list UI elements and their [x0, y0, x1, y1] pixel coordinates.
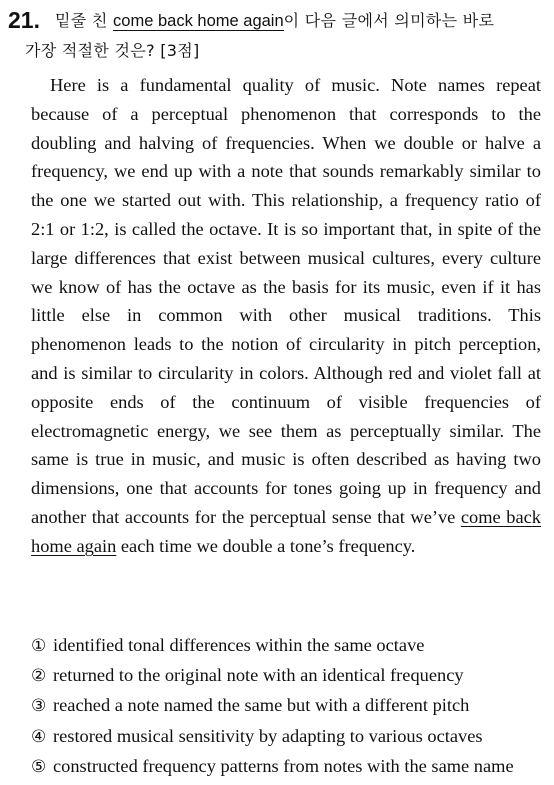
option-3[interactable]	[31, 691, 546, 721]
question-prompt-line2	[25, 36, 200, 65]
question-prompt-line1	[55, 6, 494, 36]
passage-text-part1: Here is a fundamental quality of music. Note names repeat because of a perceptual phenomenon that corresponds to the doubling and halving of frequencies. When we double or halve a frequency, we end up with a note that sounds remarkably similar to the one we started out with. This relationship, a frequency ratio of 2:1 or 1:2, is called the octave. It is so important that, in spite of the large differences that exist between musical cultures, every culture we know of has the octave as the basis for its music, even if it has little else in common with other musical traditions. This phenomenon leads to the notion of circularity in pitch perception, and is similar to circularity in colors. Although red and violet fall at opposite ends of the continuum of visible frequencies of electromagnetic energy, we see them as perceptually similar. The same is true in music, and music is often described as having two dimensions, one that accounts for tones going up in frequency and another that accounts for the perceptual sense that we’ve	[31, 75, 541, 527]
prompt-underlined-phrase: come back home again	[113, 12, 284, 30]
option-4-text: restored musical sensitivity by adapting to various octaves	[53, 725, 483, 746]
option-1-text: identified tonal differences within the same octave	[53, 635, 425, 655]
option-2-mark: ②	[31, 666, 47, 687]
option-5[interactable]	[31, 752, 546, 782]
option-2-text: returned to the original note with an identical frequency	[53, 665, 464, 686]
reading-passage	[31, 71, 541, 561]
prompt-after: 이 다음 글에서 의미하는 바로	[283, 11, 495, 30]
option-3-mark: ③	[31, 696, 47, 717]
passage-underlined-phrase: come back home again	[31, 506, 541, 556]
option-4-mark: ④	[31, 726, 47, 747]
option-2[interactable]	[31, 661, 546, 691]
question-number: 21.	[8, 7, 40, 33]
prompt-line2: 가장 적절한 것은? [3점]	[25, 41, 200, 60]
option-5-mark: ⑤	[31, 756, 47, 777]
option-4[interactable]	[31, 722, 546, 752]
prompt-before: 밑줄 친	[55, 11, 114, 30]
answer-options	[31, 631, 546, 782]
option-1-mark: ①	[31, 636, 47, 656]
option-1[interactable]	[31, 631, 546, 661]
option-3-text: reached a note named the same but with a different pitch	[53, 695, 470, 716]
passage-text-part2: each time we double a tone’s frequency.	[116, 535, 416, 556]
option-5-text: constructed frequency patterns from notes with the same name	[53, 755, 514, 776]
